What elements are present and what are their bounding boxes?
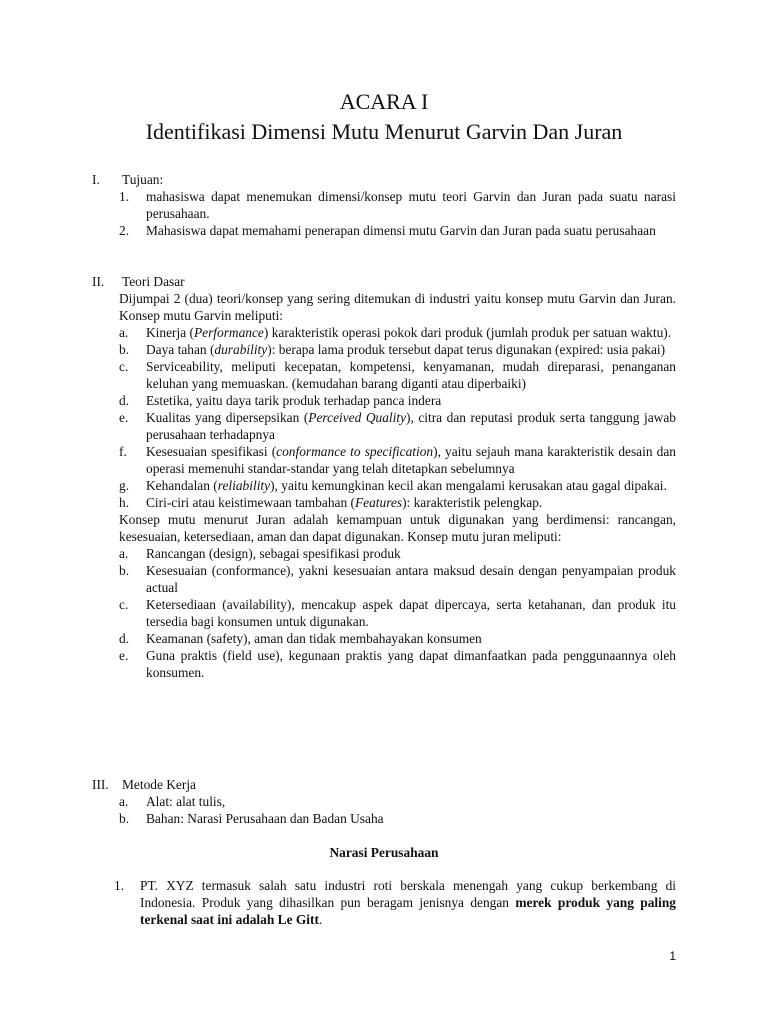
list-item <box>119 358 676 392</box>
teori-intro: Dijumpai 2 (dua) teori/konsep yang sering ditemukan di industri yaitu konsep mutu Garvin dan Juran. Konsep mutu Garvin meliputi: <box>119 291 676 323</box>
list-text: ): berapa lama produk tersebut dapat terus digunakan (expired: usia pakai) <box>267 342 666 357</box>
document-subtitle: Identifikasi Dimensi Mutu Menurut Garvin Dan Juran <box>145 119 623 144</box>
section-heading <box>92 171 676 188</box>
list-item <box>119 324 676 341</box>
section-title: Tujuan: <box>122 172 164 187</box>
narasi-title: Narasi Perusahaan <box>329 845 439 860</box>
list-item <box>119 562 676 596</box>
list-item <box>119 545 676 562</box>
list-item <box>119 341 676 358</box>
list-text: ), yaitu kemungkinan kecil akan mengalami kerusakan atau gagal dipakai. <box>270 478 667 493</box>
term-italic: durability <box>214 342 268 357</box>
list-text: Keamanan (safety), aman dan tidak membahayakan konsumen <box>146 631 482 646</box>
list-text: Ciri-ciri atau keistimewaan tambahan ( <box>146 495 355 510</box>
page-number: 1 <box>669 949 676 963</box>
list-text: Kualitas yang dipersepsikan ( <box>146 410 309 425</box>
section-title: Teori Dasar <box>122 274 185 289</box>
list-marker: e. <box>119 410 129 425</box>
list-item <box>119 630 676 647</box>
section-number: III. <box>92 777 109 792</box>
list-item <box>119 477 676 494</box>
section-number: II. <box>92 274 105 289</box>
list-item <box>119 647 676 681</box>
narasi-item <box>92 877 676 928</box>
list-text: Estetika, yaitu daya tarik produk terhadap panca indera <box>146 393 442 408</box>
list-text: Bahan: Narasi Perusahaan dan Badan Usaha <box>146 811 384 826</box>
list-item <box>119 596 676 630</box>
list-text: Rancangan (design), sebagai spesifikasi produk <box>146 546 401 561</box>
list-text: Kesesuaian spesifikasi ( <box>146 444 277 459</box>
list-marker: a. <box>119 546 129 561</box>
list-item <box>119 409 676 443</box>
list-item <box>119 443 676 477</box>
list-text: ), yaitu sejauh mana karakteristik desain dan operasi memenuhi standar-standar yang telah ditetapkan sebelumnya <box>146 444 676 476</box>
list-text: Kesesuaian (conformance), yakni kesesuaian antara maksud desain dengan penyampaian produk actual <box>146 563 676 595</box>
list-text: Serviceability, meliputi kecepatan, kompetensi, kenyamanan, mudah direparasi, penanganan keluhan yang memuaskan. (kemudahan barang diganti atau diperbaiki) <box>146 359 676 391</box>
term-italic: Performance <box>193 325 264 340</box>
list-text: Ketersediaan (availability), mencakup aspek dapat dipercaya, serta ketahanan, dan produk itu tersedia bagi konsumen untuk digunakan. <box>146 597 676 629</box>
section-teori-dasar <box>92 273 676 681</box>
term-italic: Perceived Quality <box>308 410 407 425</box>
section-heading <box>92 776 676 793</box>
list-marker: 1. <box>114 878 125 893</box>
list-item <box>119 188 676 222</box>
list-marker: c. <box>119 359 129 374</box>
list-item <box>119 392 676 409</box>
list-marker: e. <box>119 648 129 663</box>
list-text: Kinerja ( <box>146 325 194 340</box>
list-text: ): karakteristik pelengkap. <box>402 495 543 510</box>
list-marker: f. <box>119 444 127 459</box>
list-marker: h. <box>119 495 130 510</box>
term-italic: reliability <box>217 478 271 493</box>
narasi-text: . <box>318 912 323 927</box>
narasi-bold-text: merek produk yang paling terkenal saat ini adalah Le Gitt <box>140 895 676 927</box>
list-text: Kehandalan ( <box>146 478 218 493</box>
list-marker: c. <box>119 597 129 612</box>
list-item <box>119 222 676 239</box>
list-marker: b. <box>119 563 130 578</box>
section-number: I. <box>92 172 100 187</box>
list-marker: a. <box>119 325 129 340</box>
list-item <box>119 793 676 810</box>
term-italic: Features <box>354 495 403 510</box>
garvin-list <box>92 324 676 511</box>
list-marker: 2. <box>119 223 130 238</box>
list-text: Alat: alat tulis, <box>146 794 226 809</box>
list-item <box>119 810 676 827</box>
list-marker: 1. <box>119 189 130 204</box>
narasi-section <box>92 877 676 928</box>
term-italic: conformance to specification <box>276 444 434 459</box>
juran-list <box>92 545 676 681</box>
list-marker: a. <box>119 794 129 809</box>
list-marker: g. <box>119 478 130 493</box>
section-title: Metode Kerja <box>122 777 196 792</box>
section-heading <box>92 273 676 290</box>
list-marker: d. <box>119 631 130 646</box>
metode-list <box>92 793 676 827</box>
list-marker: b. <box>119 342 130 357</box>
list-text: ), citra dan reputasi produk serta tanggung jawab perusahaan terhadapnya <box>146 410 676 442</box>
section-tujuan <box>92 171 676 239</box>
document-title: ACARA I <box>339 89 429 114</box>
list-text: ) karakteristik operasi pokok dari produk (jumlah produk per satuan waktu). <box>263 325 672 340</box>
section-metode-kerja <box>92 776 676 827</box>
list-marker: b. <box>119 811 130 826</box>
list-text: Guna praktis (field use), kegunaan praktis yang dapat dimanfaatkan pada penggunaannya oleh konsumen. <box>146 648 676 680</box>
tujuan-list <box>92 188 676 239</box>
list-text: Daya tahan ( <box>146 342 215 357</box>
juran-intro: Konsep mutu menurut Juran adalah kemampuan untuk digunakan yang berdimensi: rancangan, kesesuaian, ketersediaan, aman dan dapat digunakan. Konsep mutu juran meliputi: <box>119 512 676 544</box>
list-item <box>119 494 676 511</box>
list-marker: d. <box>119 393 130 408</box>
narasi-text: PT. XYZ termasuk salah satu industri roti berskala menengah yang cukup berkembang di Indonesia. Produk yang dihasilkan pun beragam jenisnya dengan <box>140 878 676 910</box>
list-text: mahasiswa dapat menemukan dimensi/konsep mutu teori Garvin dan Juran pada suatu narasi perusahaan. <box>146 189 676 221</box>
list-text: Mahasiswa dapat memahami penerapan dimensi mutu Garvin dan Juran pada suatu perusahaan <box>146 223 656 238</box>
